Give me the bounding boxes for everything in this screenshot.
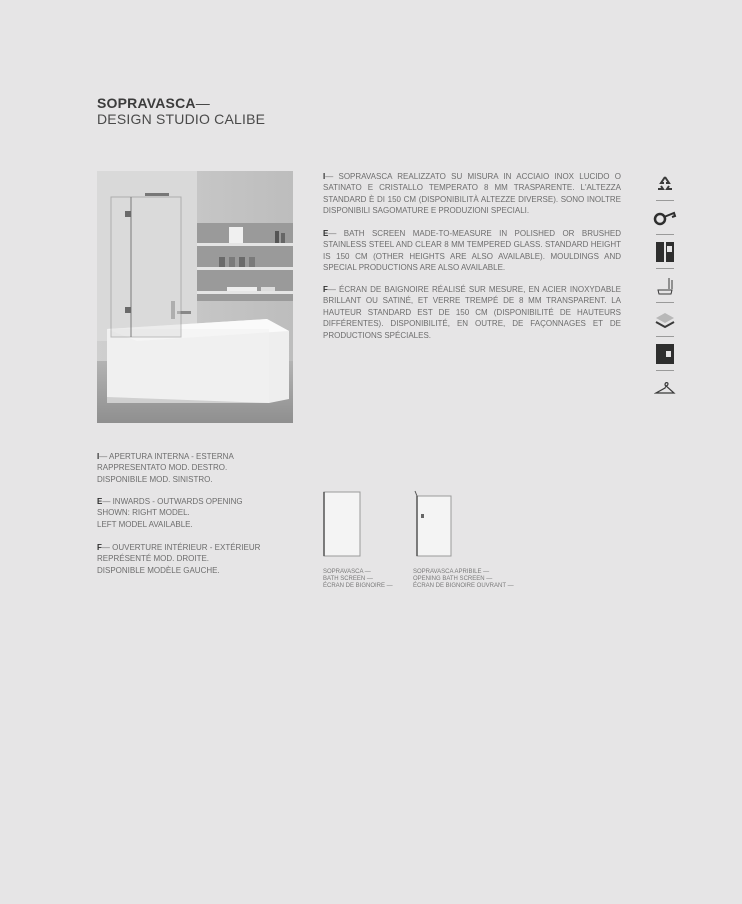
lang-tag-i: I	[323, 172, 326, 181]
model-fixed-screen	[323, 490, 393, 590]
model-caption	[323, 569, 393, 590]
caption-line: SOPRAVASCA APRIBILE —	[413, 569, 490, 575]
page-title	[97, 96, 265, 111]
caption-line: OPENING BATH SCREEN —	[413, 576, 493, 582]
icon-divider	[656, 268, 674, 269]
lang-tag-f: F	[97, 543, 102, 552]
catalog-icon	[652, 238, 678, 265]
description-text-i: — SOPRAVASCA REALIZZATO SU MISURA IN ACCIAIO INOX LUCIDO O SATINATO E CRISTALLO TEMPERATO 8 MM TRASPARENTE. L'ALTEZZA STANDARD È DI 150 CM (DISPONIBILITÀ ALTEZZE DIVERSE). SONO INOLTRE DISPONIBILI SAGOMATURE E PRODUZIONI SPECIALI.	[323, 172, 621, 216]
model-opening-screen	[413, 490, 514, 590]
layers-icon	[652, 306, 678, 333]
designer-subtitle: DESIGN STUDIO CALIBE	[97, 111, 266, 127]
page-title-block	[97, 96, 265, 127]
icon-divider	[656, 302, 674, 303]
opening-line	[97, 542, 260, 553]
icon-divider	[656, 234, 674, 235]
title-dash: —	[195, 95, 210, 111]
recycle-icon	[652, 170, 678, 197]
opening-line	[97, 496, 243, 507]
opening-line: DISPONIBLE MODÈLE GAUCHE.	[97, 565, 220, 575]
product-photo	[97, 171, 293, 423]
door-icon	[652, 340, 678, 367]
opening-note-english	[97, 496, 243, 530]
hanger-icon	[652, 374, 678, 401]
opening-line: LEFT MODEL AVAILABLE.	[97, 519, 193, 529]
opening-note-italian	[97, 451, 234, 485]
opening-line: REPRÉSENTÉ MOD. DROITE.	[97, 554, 210, 564]
fixed-screen-diagram	[323, 490, 363, 558]
lang-tag-f: F	[323, 285, 328, 294]
opening-screen-diagram	[413, 490, 455, 558]
description-french	[323, 284, 621, 341]
caption-line: BATH SCREEN —	[323, 576, 373, 582]
key-icon	[652, 204, 678, 231]
product-name: SOPRAVASCA	[97, 95, 196, 111]
description-italian	[323, 171, 621, 217]
bathtub-dimensions-icon	[652, 272, 678, 299]
feature-icons-column	[652, 170, 678, 401]
lang-tag-e: E	[97, 497, 103, 506]
caption-line: ÉCRAN DE BIGNOIRE OUVRANT —	[413, 583, 514, 589]
description-text-f: — ÉCRAN DE BAIGNOIRE RÉALISÉ SUR MESURE, EN ACIER INOXYDABLE BRILLANT OU SATINÉ, ET VERRE TREMPÉ DE 8 MM TRANSPARENT. LA HAUTEUR STANDARD EST DE 150 CM (DISPONIBILITÉ DE HAUTEURS DIFFÉRENTES). DISPONIBILITÉ, EN OUTRE, DE FAÇONNAGES ET DE PRODUCTIONS SPÉCIALES.	[323, 285, 621, 340]
icon-divider	[656, 370, 674, 371]
lang-tag-i: I	[97, 452, 100, 461]
icon-divider	[656, 336, 674, 337]
opening-line: RAPPRESENTATO MOD. DESTRO.	[97, 463, 228, 473]
opening-line: SHOWN: RIGHT MODEL.	[97, 508, 190, 518]
model-caption	[413, 569, 514, 590]
opening-note-french	[97, 542, 260, 576]
description-english	[323, 228, 621, 274]
opening-text: — OUVERTURE INTÉRIEUR - EXTÉRIEUR	[101, 543, 261, 552]
opening-line: DISPONIBILE MOD. SINISTRO.	[97, 474, 213, 484]
caption-line: SOPRAVASCA —	[323, 569, 371, 575]
opening-line	[97, 451, 234, 462]
icon-divider	[656, 200, 674, 201]
caption-line: ÉCRAN DE BIGNOIRE —	[323, 583, 393, 589]
opening-text: — INWARDS - OUTWARDS OPENING	[102, 497, 243, 506]
description-text-e: — BATH SCREEN MADE-TO-MEASURE IN POLISHED OR BRUSHED STAINLESS STEEL AND CLEAR 8 MM TEMPERED GLASS. STANDARD HEIGHT IS 150 CM (OTHER HEIGHTS ARE ALSO AVAILABLE). MOULDINGS AND SPECIAL PRODUCTIONS ARE ALSO AVAILABLE.	[323, 229, 621, 273]
lang-tag-e: E	[323, 229, 329, 238]
opening-text: — APERTURA INTERNA - ESTERNA	[99, 452, 234, 461]
